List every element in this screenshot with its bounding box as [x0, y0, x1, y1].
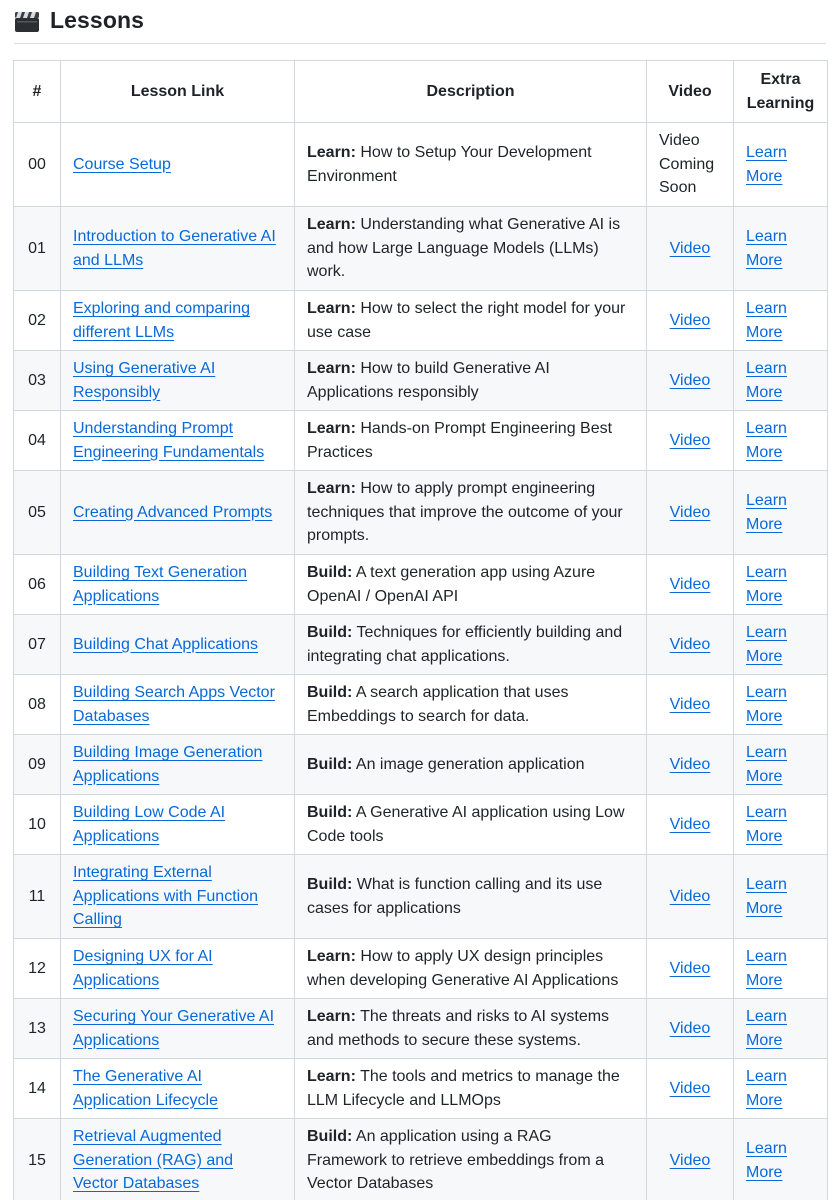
column-header-extra-learning: Extra Learning: [734, 61, 828, 123]
lesson-number: 13: [14, 999, 61, 1059]
table-row: [14, 735, 828, 795]
description-text: A text generation app using Azure OpenAI / OpenAI API: [307, 564, 596, 605]
description-prefix: Build:: [307, 876, 353, 893]
video-link[interactable]: Video: [669, 887, 711, 905]
learn-more-link[interactable]: Learn More: [746, 948, 787, 989]
lesson-description: [295, 615, 647, 675]
description-text: What is function calling and its use cases for applications: [307, 876, 603, 917]
lesson-link[interactable]: Exploring and comparing different LLMs: [73, 300, 250, 341]
description-text: Understanding what Generative AI is and how Large Language Models (LLMs) work.: [307, 216, 621, 281]
table-row: [14, 555, 828, 615]
description-text: How to apply prompt engineering techniques that improve the outcome of your prompts.: [307, 480, 623, 545]
video-cell: [647, 999, 734, 1059]
lesson-description: [295, 855, 647, 939]
lesson-link[interactable]: Building Text Generation Applications: [73, 564, 248, 605]
description-prefix: Learn:: [307, 300, 356, 317]
lesson-link-cell: [61, 999, 295, 1059]
lesson-number: 14: [14, 1059, 61, 1119]
lessons-table: [13, 60, 828, 1200]
description-prefix: Learn:: [307, 360, 356, 377]
lesson-number: 06: [14, 555, 61, 615]
film-clapper-icon: [14, 11, 40, 33]
video-cell: [647, 795, 734, 855]
table-row: [14, 855, 828, 939]
video-cell: [647, 411, 734, 471]
lesson-description: [295, 939, 647, 999]
lesson-link-cell: [61, 615, 295, 675]
video-cell: [647, 291, 734, 351]
lesson-link-cell: [61, 939, 295, 999]
video-cell: [647, 123, 734, 207]
lesson-number: 08: [14, 675, 61, 735]
learn-more-link[interactable]: Learn More: [746, 744, 787, 785]
table-row: [14, 999, 828, 1059]
video-link[interactable]: Video: [669, 371, 711, 389]
description-prefix: Build:: [307, 804, 353, 821]
extra-learning-cell: [734, 471, 828, 555]
extra-learning-cell: [734, 411, 828, 471]
table-body: [14, 123, 828, 1200]
description-text: How to build Generative AI Applications responsibly: [307, 360, 550, 401]
table-row: [14, 615, 828, 675]
learn-more-link[interactable]: Learn More: [746, 1140, 787, 1181]
video-link[interactable]: Video: [669, 755, 711, 773]
video-link[interactable]: Video: [669, 815, 711, 833]
lesson-number: 09: [14, 735, 61, 795]
learn-more-link[interactable]: Learn More: [746, 360, 787, 401]
page-title: Lessons: [50, 7, 145, 33]
lesson-description: [295, 555, 647, 615]
lesson-link-cell: [61, 675, 295, 735]
learn-more-link[interactable]: Learn More: [746, 564, 787, 605]
lesson-link-cell: [61, 351, 295, 411]
lesson-description: [295, 207, 647, 291]
lesson-number: 04: [14, 411, 61, 471]
description-prefix: Learn:: [307, 1008, 356, 1025]
lesson-link[interactable]: Creating Advanced Prompts: [73, 503, 273, 521]
table-row: [14, 351, 828, 411]
extra-learning-cell: [734, 351, 828, 411]
lesson-link[interactable]: Course Setup: [73, 155, 171, 173]
video-cell: [647, 855, 734, 939]
lesson-link-cell: [61, 555, 295, 615]
learn-more-link[interactable]: Learn More: [746, 684, 787, 725]
table-row: [14, 675, 828, 735]
extra-learning-cell: [734, 615, 828, 675]
description-text: How to select the right model for your use case: [307, 300, 626, 341]
extra-learning-cell: [734, 795, 828, 855]
video-link[interactable]: Video: [669, 1019, 711, 1037]
extra-learning-cell: [734, 939, 828, 999]
lesson-description: [295, 351, 647, 411]
learn-more-link[interactable]: Learn More: [746, 876, 787, 917]
description-prefix: Learn:: [307, 1068, 356, 1085]
lesson-link-cell: [61, 411, 295, 471]
extra-learning-cell: [734, 123, 828, 207]
description-prefix: Build:: [307, 755, 353, 773]
lesson-number: 00: [14, 123, 61, 207]
lesson-link[interactable]: Retrieval Augmented Generation (RAG) and Vector Databases: [73, 1128, 234, 1193]
video-link[interactable]: Video: [669, 1079, 711, 1097]
extra-learning-cell: [734, 291, 828, 351]
table-row: [14, 123, 828, 207]
lesson-link[interactable]: Building Search Apps Vector Databases: [73, 684, 275, 725]
lesson-link-cell: [61, 1059, 295, 1119]
table-row: [14, 291, 828, 351]
description-text: An application using a RAG Framework to retrieve embeddings from a Vector Databases: [307, 1128, 604, 1193]
lesson-link-cell: [61, 207, 295, 291]
description-text: Techniques for efficiently building and integrating chat applications.: [307, 624, 623, 665]
learn-more-link[interactable]: Learn More: [746, 300, 787, 341]
description-text: The threats and risks to AI systems and methods to secure these systems.: [307, 1008, 610, 1049]
description-text: Hands-on Prompt Engineering Best Practices: [307, 420, 613, 461]
learn-more-link[interactable]: Learn More: [746, 144, 787, 185]
lesson-link-cell: [61, 1119, 295, 1200]
description-text: How to apply UX design principles when developing Generative AI Applications: [307, 948, 619, 989]
video-cell: [647, 1059, 734, 1119]
lesson-description: [295, 675, 647, 735]
lesson-link[interactable]: Building Low Code AI Applications: [73, 804, 226, 845]
description-prefix: Build:: [307, 684, 353, 701]
lesson-description: [295, 411, 647, 471]
video-cell: [647, 351, 734, 411]
lesson-link[interactable]: Designing UX for AI Applications: [73, 948, 213, 989]
lesson-number: 03: [14, 351, 61, 411]
lesson-link[interactable]: Securing Your Generative AI Applications: [73, 1008, 275, 1049]
learn-more-link[interactable]: Learn More: [746, 492, 787, 533]
lesson-description: [295, 795, 647, 855]
lesson-link-cell: [61, 855, 295, 939]
table-row: [14, 207, 828, 291]
lesson-description: [295, 123, 647, 207]
description-text: A search application that uses Embeddings to search for data.: [307, 684, 569, 725]
lesson-link-cell: [61, 471, 295, 555]
description-text: The tools and metrics to manage the LLM Lifecycle and LLMOps: [307, 1068, 620, 1109]
learn-more-link[interactable]: Learn More: [746, 1008, 787, 1049]
column-header-video: Video: [647, 61, 734, 123]
description-prefix: Build:: [307, 1128, 353, 1146]
description-prefix: Learn:: [307, 480, 356, 498]
lesson-link[interactable]: The Generative AI Application Lifecycle: [73, 1068, 218, 1109]
extra-learning-cell: [734, 735, 828, 795]
learn-more-link[interactable]: Learn More: [746, 228, 787, 269]
description-prefix: Learn:: [307, 144, 356, 161]
description-text: How to Setup Your Development Environment: [307, 144, 592, 185]
extra-learning-cell: [734, 1119, 828, 1200]
extra-learning-cell: [734, 555, 828, 615]
description-prefix: Build:: [307, 624, 353, 641]
video-cell: [647, 615, 734, 675]
video-link[interactable]: Video: [669, 431, 711, 449]
lesson-number: 11: [14, 855, 61, 939]
description-text: A Generative AI application using Low Code tools: [307, 804, 625, 845]
column-header-number: #: [14, 61, 61, 123]
video-cell: [647, 735, 734, 795]
learn-more-link[interactable]: Learn More: [746, 624, 787, 665]
extra-learning-cell: [734, 999, 828, 1059]
lesson-description: [295, 291, 647, 351]
description-prefix: Build:: [307, 564, 353, 581]
video-link[interactable]: Video: [669, 635, 711, 653]
lesson-link[interactable]: Building Image Generation Applications: [73, 744, 263, 785]
table-row: [14, 1059, 828, 1119]
extra-learning-cell: [734, 1059, 828, 1119]
lesson-description: [295, 471, 647, 555]
lesson-number: 07: [14, 615, 61, 675]
section-heading: [14, 0, 826, 44]
table-row: [14, 471, 828, 555]
lesson-number: 10: [14, 795, 61, 855]
description-text: An image generation application: [355, 755, 585, 773]
learn-more-link[interactable]: Learn More: [746, 420, 787, 461]
lesson-number: 12: [14, 939, 61, 999]
lesson-link[interactable]: Understanding Prompt Engineering Fundamentals: [73, 420, 265, 461]
table-row: [14, 411, 828, 471]
lesson-number: 05: [14, 471, 61, 555]
video-cell: [647, 939, 734, 999]
extra-learning-cell: [734, 855, 828, 939]
video-link[interactable]: Video: [669, 503, 711, 521]
video-link[interactable]: Video: [669, 959, 711, 977]
video-link[interactable]: Video: [669, 1151, 711, 1169]
lesson-description: [295, 999, 647, 1059]
table-row: [14, 795, 828, 855]
lesson-description: [295, 735, 647, 795]
lesson-link[interactable]: Introduction to Generative AI and LLMs: [73, 228, 276, 269]
lesson-link-cell: [61, 735, 295, 795]
video-link[interactable]: Video: [669, 311, 711, 329]
table-header-row: [14, 61, 828, 123]
description-prefix: Learn:: [307, 948, 356, 965]
description-prefix: Learn:: [307, 420, 356, 437]
description-prefix: Learn:: [307, 216, 356, 234]
video-link[interactable]: Video: [669, 695, 711, 713]
column-header-description: Description: [295, 61, 647, 123]
video-cell: [647, 675, 734, 735]
lesson-link-cell: [61, 795, 295, 855]
extra-learning-cell: [734, 207, 828, 291]
lesson-link[interactable]: Using Generative AI Responsibly: [73, 360, 216, 401]
lesson-link-cell: [61, 291, 295, 351]
video-coming-soon: Video Coming Soon: [659, 132, 715, 197]
lesson-link-cell: [61, 123, 295, 207]
lesson-description: [295, 1119, 647, 1200]
table-row: [14, 939, 828, 999]
lesson-number: 02: [14, 291, 61, 351]
learn-more-link[interactable]: Learn More: [746, 1068, 787, 1109]
lesson-link[interactable]: Integrating External Applications with Function Calling: [73, 864, 258, 929]
lesson-description: [295, 1059, 647, 1119]
lesson-number: 15: [14, 1119, 61, 1200]
lesson-link[interactable]: Building Chat Applications: [73, 635, 259, 653]
video-link[interactable]: Video: [669, 575, 711, 593]
column-header-lesson-link: Lesson Link: [61, 61, 295, 123]
video-link[interactable]: Video: [669, 239, 711, 257]
video-cell: [647, 1119, 734, 1200]
video-cell: [647, 471, 734, 555]
table-row: [14, 1119, 828, 1200]
learn-more-link[interactable]: Learn More: [746, 804, 787, 845]
video-cell: [647, 207, 734, 291]
extra-learning-cell: [734, 675, 828, 735]
lesson-number: 01: [14, 207, 61, 291]
video-cell: [647, 555, 734, 615]
